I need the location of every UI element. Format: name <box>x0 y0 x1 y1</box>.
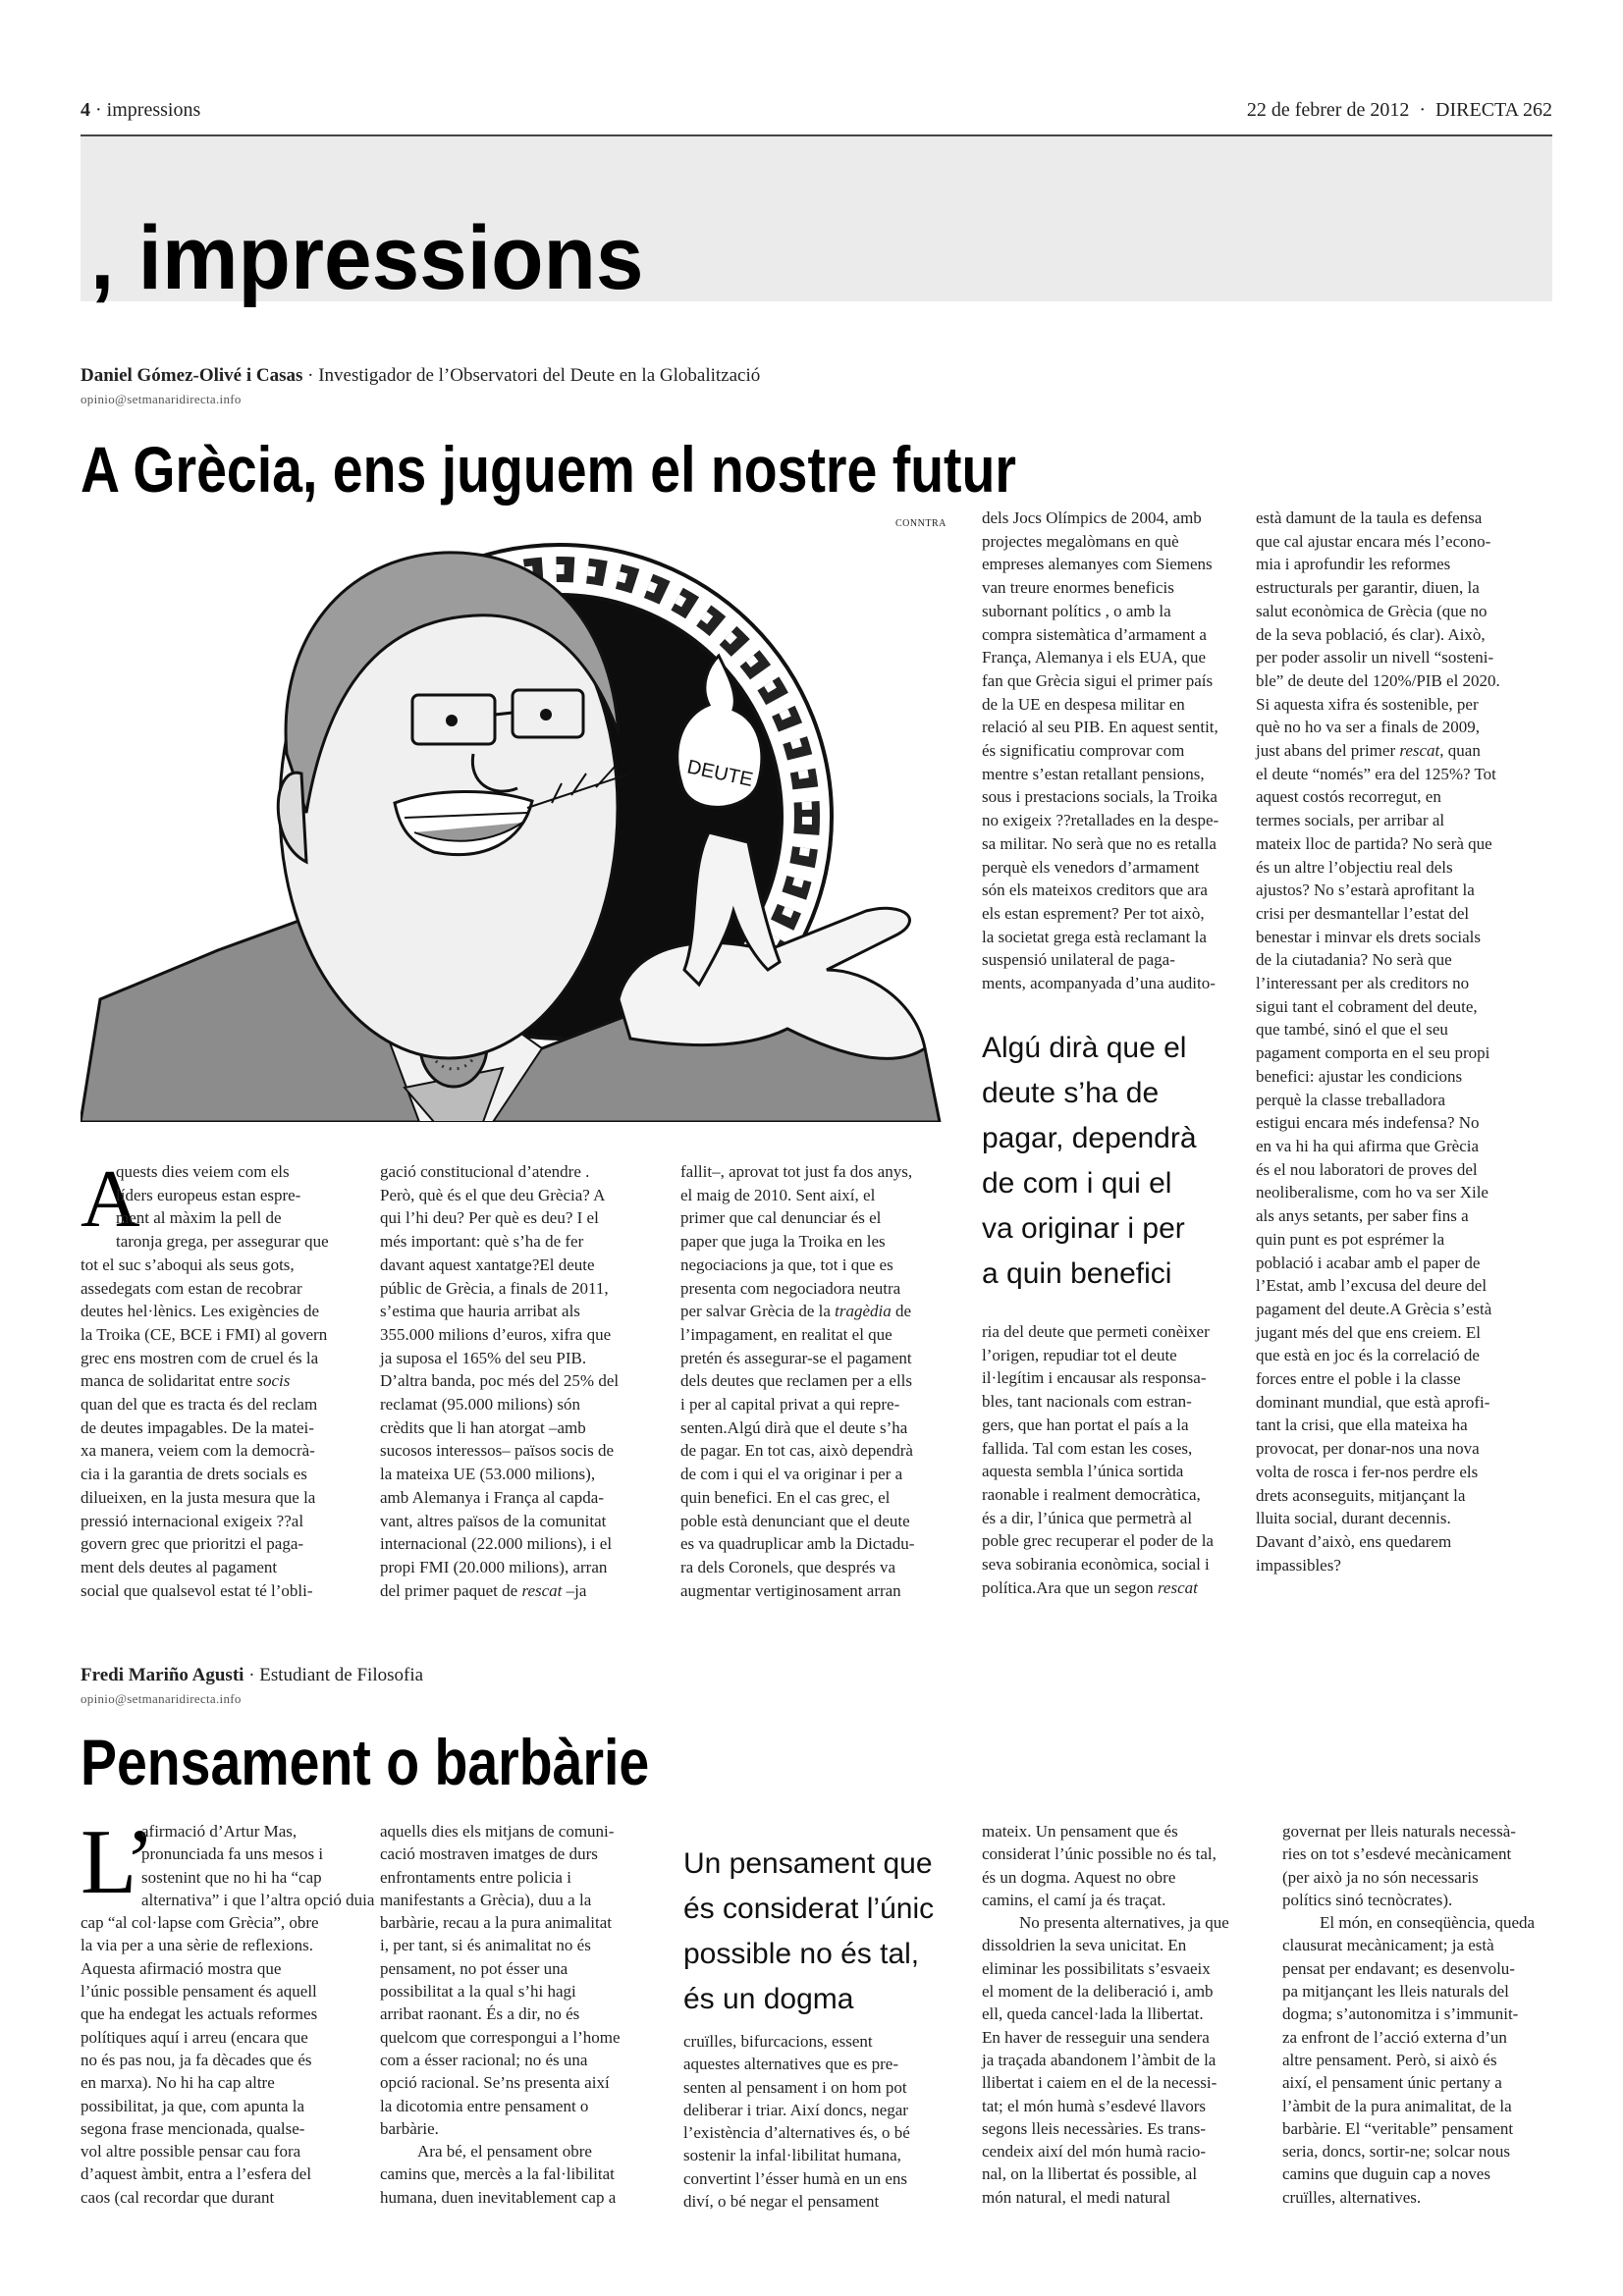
text-line: és un altre l’objectiu real dels <box>1256 857 1453 877</box>
text-line: crèdits que li han atorgat –amb <box>380 1417 586 1437</box>
text-line <box>380 1579 660 1603</box>
text-line: ment dels deutes al pagament <box>81 1557 278 1576</box>
article-2-pull-quote <box>683 1842 968 2022</box>
text-run: política.Ara que un segon <box>982 1577 1158 1597</box>
text-line: llibertat i caiem en el de la necessi- <box>982 2073 1217 2093</box>
text-line: de deutes impagables. De la matei- <box>81 1417 314 1437</box>
text-line: En haver de resseguir una sendera <box>982 2027 1210 2047</box>
text-line: així, el pensament únic pertany a <box>1282 2073 1502 2093</box>
text-line: barbàrie. El “veritable” pensament <box>1282 2118 1514 2138</box>
text-line: perquè els venedors d’armament <box>982 857 1200 877</box>
text-line: perquè la classe treballadora <box>1256 1090 1446 1109</box>
text-line: més important: què s’ha de fer <box>380 1232 584 1252</box>
text-line: polítics sinó tecnòcrates). <box>1282 1890 1453 1909</box>
text-line: que està en joc és la correlació de <box>1256 1346 1480 1365</box>
text-line: presenta com negociadora neutra <box>680 1278 901 1298</box>
text-line: termes socials, per arribar al <box>1256 811 1445 830</box>
text-line: volta de rosca i fer-nos perdre els <box>1256 1462 1479 1481</box>
text-line: nal, on la llibertat és possible, al <box>982 2164 1198 2184</box>
text-line: el moment de la deliberació i, amb <box>982 1982 1214 2002</box>
text-line: taronja grega, per assegurar que <box>116 1232 329 1252</box>
text-line: quin punt es pot esprémer la <box>1256 1229 1445 1249</box>
text-line: França, Alemanya i els EUA, que <box>982 648 1207 667</box>
text-line: ja traçada abandonem l’àmbit de la <box>982 2050 1217 2069</box>
text-line: pa mitjançant les lleis naturals del <box>1282 1982 1509 2002</box>
article-1-byline <box>81 365 760 387</box>
text-line: za enfront de l’acció externa d’un <box>1282 2027 1507 2047</box>
article-1-headline: A Grècia, ens juguem el nostre futur <box>81 433 1016 506</box>
text-run: de <box>891 1302 912 1321</box>
text-line: d’aquest àmbit, entra a l’esfera del <box>81 2164 312 2184</box>
text-line: relació al seu PIB. En aquest sentit, <box>982 718 1218 737</box>
issue-date: 22 de febrer de 2012 <box>1246 99 1410 121</box>
text-line: pagament del deute.A Grècia s’està <box>1256 1299 1492 1318</box>
text-line: govern grec que prioritzi el paga- <box>81 1534 304 1554</box>
text-line: aquest costós recorregut, en <box>1256 787 1441 807</box>
text-line: mia i aprofundir les reformes <box>1256 555 1451 574</box>
text-line: que també, sinó el que el seu <box>1256 1020 1448 1040</box>
text-line: l’existència d’alternatives és, o bé <box>683 2123 910 2143</box>
text-line: és significatiu comprovar com <box>982 741 1185 761</box>
text-line: drets aconseguits, mitjançant la <box>1256 1485 1466 1505</box>
text-line: xa manera, veiem com la democrà- <box>81 1441 315 1461</box>
italic-run: socis <box>256 1371 291 1391</box>
text-line: ra dels Coronels, que després va <box>680 1557 896 1576</box>
author-role: Investigador de l’Observatori del Deute en la Globalització <box>318 365 761 386</box>
italic-run: tragèdia <box>835 1302 892 1321</box>
text-line: cruïlles, bifurcacions, essent <box>683 2032 873 2051</box>
author-name: Daniel Gómez-Olivé i Casas <box>81 365 303 386</box>
text-line: ell, queda cancel·lada la llibertat. <box>982 2004 1204 2024</box>
text-run: just abans del primer <box>1256 741 1400 761</box>
article-1-column-2 <box>380 1160 660 1602</box>
text-line: dels Jocs Olímpics de 2004, amb <box>982 508 1202 527</box>
text-line: internacional (22.000 milions), i el <box>380 1534 613 1554</box>
text-line: qui l’hi deu? Per què es deu? I el <box>380 1208 599 1228</box>
text-line: Davant d’això, ens quedarem <box>1256 1531 1452 1551</box>
text-line: sigui tant el cobrament del deute, <box>1256 996 1478 1016</box>
text-line: pensament, no pot ésser una <box>380 1958 568 1978</box>
text-line: subornant polítics , o amb la <box>982 601 1171 620</box>
text-line: públic de Grècia, a finals de 2011, <box>380 1278 609 1298</box>
text-run: per salvar Grècia de la <box>680 1302 836 1321</box>
text-line <box>1256 739 1550 763</box>
article-1-pull-quote <box>982 1026 1247 1297</box>
text-line: benefici: ajustar les condicions <box>1256 1066 1463 1086</box>
text-line: de la UE en despesa militar en <box>982 694 1185 714</box>
text-line: que cal ajustar encara més l’econo- <box>1256 531 1491 551</box>
caricature-illustration <box>81 538 950 1122</box>
text-line: augmentar vertiginosament arran <box>680 1580 901 1600</box>
text-line: provocat, per donar-nos una nova <box>1256 1439 1480 1459</box>
text-line: governat per lleis naturals necessà- <box>1282 1822 1516 1841</box>
text-run: –ja <box>562 1580 587 1600</box>
text-line: crisi per desmantellar l’estat del <box>1256 903 1470 923</box>
text-line: segona frase mencionada, qualse- <box>81 2118 305 2138</box>
drop-cap: A <box>81 1153 140 1245</box>
text-line: senten al pensament i on hom pot <box>683 2077 907 2097</box>
text-line: barbàrie, recau a la pura animalitat <box>380 1913 612 1933</box>
text-line: ries on tot s’esdevé mecànicament <box>1282 1844 1512 1864</box>
text-line: Un pensament que <box>683 1847 933 1880</box>
illustration-credit: CONNTRA <box>895 518 947 529</box>
text-line: altre pensament. Però, si això és <box>1282 2050 1497 2069</box>
article-1-column-5 <box>1256 507 1550 1576</box>
page-number: 4 <box>81 99 90 121</box>
text-line: és un dogma. Aquest no obre <box>982 1867 1176 1887</box>
text-line: estructurals per garantir, diuen, la <box>1256 578 1480 598</box>
text-line: sa militar. No serà que no es retalla <box>982 833 1217 853</box>
text-line: poble està denunciant que el deute <box>680 1511 910 1530</box>
paragraph-start-line: No presenta alternatives, ja que <box>1019 1913 1229 1933</box>
article-2-column-2 <box>380 1820 665 2209</box>
text-line: clausurat mecànicament; ja està <box>1282 1936 1494 1955</box>
text-line: propi FMI (20.000 milions), arran <box>380 1557 608 1576</box>
article-1-column-4-continued <box>982 1320 1252 1599</box>
text-line: què no ho va ser a finals de 2009, <box>1256 718 1481 737</box>
text-line: Si aquesta xifra és sostenible, per <box>1256 694 1479 714</box>
italic-run: rescat <box>1399 741 1440 761</box>
section-title: , impressions <box>90 208 644 308</box>
text-line: dels deutes que reclamen per a ells <box>680 1371 913 1391</box>
text-line: fan que Grècia sigui el primer país <box>982 670 1214 690</box>
text-line: paper que juga la Troika en les <box>680 1232 886 1252</box>
text-line: impassibles? <box>1256 1555 1341 1575</box>
text-line: en va hi ha qui afirma que Grècia <box>1256 1136 1480 1155</box>
text-line: cendeix així del món humà racio- <box>982 2142 1206 2162</box>
text-line: il·legítim i encausar als responsa- <box>982 1368 1207 1388</box>
text-line: sostenir la infal·libilitat humana, <box>683 2146 901 2165</box>
drop-cap: L’ <box>81 1811 152 1913</box>
text-line: davant aquest xantatge?El deute <box>380 1255 595 1274</box>
text-line: pronunciada fa uns mesos i <box>141 1844 324 1864</box>
header-section: impressions <box>106 99 201 121</box>
byline-separator: · <box>248 1665 255 1685</box>
text-line: aquestes alternatives que es pre- <box>683 2055 899 2074</box>
text-line: l’interessant per als creditors no <box>1256 974 1470 993</box>
italic-run: rescat <box>521 1580 563 1600</box>
text-line: va originar i per <box>982 1212 1185 1245</box>
header-separator: · <box>1419 99 1427 121</box>
article-2-byline <box>81 1665 423 1686</box>
running-header-right <box>1247 99 1552 122</box>
text-line: caos (cal recordar que durant <box>81 2187 275 2207</box>
text-line: pagar, dependrà <box>982 1122 1197 1154</box>
text-line: el deute “només” era del 125%? Tot <box>1256 764 1496 783</box>
text-line: i per al capital privat a qui repre- <box>680 1395 900 1415</box>
text-line: neoliberalisme, com ho va ser Xile <box>1256 1183 1488 1202</box>
text-line: no és pas nou, ja fa dècades que és <box>81 2050 312 2069</box>
text-line: no exigeix ??retallades en la despe- <box>982 811 1219 830</box>
debt-label: DEUTE <box>684 756 755 791</box>
text-run: manca de solidaritat entre <box>81 1371 257 1391</box>
text-line: als anys setants, per saber fins a <box>1256 1206 1469 1226</box>
text-line: de la seva població, és clar). Això, <box>1256 624 1486 644</box>
text-line: (per això ja no són necessaris <box>1282 1867 1479 1887</box>
article-2-column-3 <box>683 2030 968 2213</box>
text-line: lluita social, durant decennis. <box>1256 1509 1451 1528</box>
text-line: són els mateixos creditors que ara <box>982 881 1208 900</box>
text-line: gació constitucional d’atendre . <box>380 1162 590 1181</box>
text-line: afirmació d’Artur Mas, <box>141 1822 298 1841</box>
article-2-headline: Pensament o barbàrie <box>81 1726 650 1798</box>
text-line: població i acabar amb el paper de <box>1256 1253 1481 1272</box>
text-line: deutes hel·lènics. Les exigències de <box>81 1302 320 1321</box>
text-line: el maig de 2010. Sent així, el <box>680 1185 876 1204</box>
text-line: segons lleis necessàries. Es trans- <box>982 2118 1207 2138</box>
text-line <box>982 1576 1252 1600</box>
text-line: considerat l’únic possible no és tal, <box>982 1844 1217 1864</box>
text-line: bles, tant nacionals com estran- <box>982 1392 1192 1412</box>
text-line: camins, el camí ja és traçat. <box>982 1890 1166 1909</box>
text-line: compra sistemàtica d’armament a <box>982 624 1207 644</box>
text-line: salut econòmica de Grècia (que no <box>1256 601 1488 620</box>
text-line: opció racional. Se’ns presenta així <box>380 2073 610 2093</box>
text-line: la via per a una sèrie de reflexions. <box>81 1936 313 1955</box>
text-line: quests dies veiem com els <box>116 1162 290 1181</box>
text-line: en marxa). No hi ha cap altre <box>81 2073 275 2093</box>
text-line: convertint l’ésser humà en un ens <box>683 2168 908 2188</box>
text-line: l’Estat, amb l’excusa del deure del <box>1256 1276 1488 1296</box>
text-line: fallit–, aprovat tot just fa dos anys, <box>680 1162 913 1181</box>
text-line: mateix lloc de partida? No serà que <box>1256 833 1492 853</box>
text-line: mateix. Un pensament que és <box>982 1822 1178 1841</box>
text-line: s’estima que hauria arribat als <box>380 1302 580 1321</box>
text-line: diví, o bé negar el pensament <box>683 2192 880 2212</box>
publication-issue: DIRECTA 262 <box>1435 99 1552 121</box>
text-line: camins que, mercès a la fal·libilitat <box>380 2164 615 2184</box>
article-2-column-4 <box>982 1820 1267 2209</box>
byline-separator: · <box>307 365 314 386</box>
text-line: els estan esprement? Per tot això, <box>982 903 1205 923</box>
text-line: ajustos? No s’estarà aprofitant la <box>1256 881 1475 900</box>
italic-run: rescat <box>1157 1577 1198 1597</box>
text-line: primer que cal denunciar és el <box>680 1208 882 1228</box>
author-email: opinio@setmanaridirecta.info <box>81 1691 242 1706</box>
text-line: enfrontaments entre policia i <box>380 1867 571 1887</box>
text-line: ments, acompanyada d’una audito- <box>982 974 1216 993</box>
text-line: reclamat (95.000 milions) són <box>380 1395 580 1415</box>
paragraph-start-line: El món, en conseqüència, queda <box>1320 1913 1536 1933</box>
text-line: sostenint que no hi ha “cap <box>141 1867 322 1887</box>
author-email: opinio@setmanaridirecta.info <box>81 392 242 406</box>
text-line: l’únic possible pensament és aquell <box>81 1982 317 2002</box>
text-line: seva sobirania econòmica, social i <box>982 1555 1210 1575</box>
text-line: la societat grega està reclamant la <box>982 927 1207 946</box>
text-line: vol altre possible pensar cau fora <box>81 2142 301 2162</box>
text-line: tat; el món humà s’esdevé llavors <box>982 2096 1207 2115</box>
text-line: negociacions ja que, tot i que es <box>680 1255 893 1274</box>
text-line: possible no és tal, <box>683 1938 920 1970</box>
text-line: per poder assolir un nivell “sosteni- <box>1256 648 1494 667</box>
text-line: quin benefici. En el cas grec, el <box>680 1487 891 1507</box>
text-line: forces entre el poble i la classe <box>1256 1369 1461 1389</box>
text-line: possibilitat, ja que, com apunta la <box>81 2096 305 2115</box>
text-line: i, per tant, si és animalitat no és <box>380 1936 591 1955</box>
text-line: 355.000 milions d’euros, xifra que <box>380 1324 612 1344</box>
text-line: Però, què és el que deu Grècia? A <box>380 1185 606 1204</box>
text-line: poble grec recuperar el poder de la <box>982 1531 1214 1551</box>
text-line: està damunt de la taula es defensa <box>1256 508 1483 527</box>
text-line: possibilitat a la qual s’hi hagi <box>380 1982 576 2002</box>
text-line: deliberar i triar. Així doncs, negar <box>683 2100 908 2119</box>
article-1-column-1 <box>81 1153 360 1602</box>
text-line: pressió internacional exigeix ??al <box>81 1511 304 1530</box>
text-line: polítiques aquí i arreu (encara que <box>81 2027 308 2047</box>
header-separator: · <box>95 99 102 121</box>
text-line: quan del que es tracta és del reclam <box>81 1395 318 1415</box>
text-line: es va quadruplicar amb la Dictadu- <box>680 1534 915 1554</box>
text-line <box>680 1300 960 1323</box>
text-line: gers, que han portat el país a la <box>982 1415 1189 1434</box>
text-line: humana, duen inevitablement cap a <box>380 2187 617 2207</box>
article-1-column-4 <box>982 507 1247 995</box>
text-line: pensat per endavant; es desenvolu- <box>1282 1958 1515 1978</box>
text-line: la mateixa UE (53.000 milions), <box>380 1465 596 1484</box>
text-line: pagament comporta en el seu propi <box>1256 1043 1490 1063</box>
article-2-column-1 <box>81 1811 375 2209</box>
text-line: món natural, el medi natural <box>982 2187 1171 2207</box>
text-line: tant la crisi, que ella mateixa ha <box>1256 1415 1468 1435</box>
text-line: benestar i minvar els drets socials <box>1256 927 1481 946</box>
text-line: Aquesta afirmació mostra que <box>81 1958 282 1978</box>
text-run: , quan <box>1439 741 1481 761</box>
author-name: Fredi Mariño Agusti <box>81 1665 244 1685</box>
text-line: que ha endegat les actuals reformes <box>81 2004 318 2024</box>
text-line <box>81 1369 360 1393</box>
text-line: de pagar. En tot cas, això dependrà <box>680 1441 913 1461</box>
text-line: ria del deute que permeti conèixer <box>982 1322 1210 1341</box>
text-line: dogma; s’autonomitza i s’immunit- <box>1282 2004 1519 2024</box>
text-line: de com i qui el va originar i per a <box>680 1465 903 1484</box>
text-line: quelcom que correspongui a l’home <box>380 2027 621 2047</box>
text-line: la Troika (CE, BCE i FMI) al govern <box>81 1324 328 1344</box>
text-line: de com i qui el <box>982 1167 1172 1200</box>
text-line: és un dogma <box>683 1983 854 2015</box>
text-line: l’origen, repudiar tot el deute <box>982 1345 1177 1364</box>
text-line: arribat raonant. És a dir, no és <box>380 2004 580 2024</box>
article-1-column-3 <box>680 1160 960 1602</box>
text-line: jugant més del que ens creiem. El <box>1256 1322 1481 1342</box>
text-line: amb Alemanya i França al capda- <box>380 1487 604 1507</box>
text-line: de la ciutadania? No serà que <box>1256 950 1452 970</box>
text-line: social que qualsevol estat té l’obli- <box>81 1580 313 1600</box>
text-line: alternativa” i que l’altra opció duia <box>141 1890 375 1909</box>
text-line: vant, altres països de la comunitat <box>380 1511 607 1530</box>
running-header-left <box>81 99 200 122</box>
text-line: suspensió unilateral de paga- <box>982 950 1175 970</box>
text-line: camins que duguin cap a noves <box>1282 2164 1490 2184</box>
text-line: sous i prestacions socials, la Troika <box>982 787 1217 807</box>
text-line: ja suposa el 165% del seu PIB. <box>380 1348 587 1367</box>
text-line: senten.Algú dirà que el deute s’ha <box>680 1417 908 1437</box>
text-line: dissoldrien la seva unicitat. En <box>982 1936 1187 1955</box>
text-line: estigui encara més indefensa? No <box>1256 1113 1480 1133</box>
text-line: la dicotomia entre pensament o <box>380 2096 589 2115</box>
text-line: l’impagament, en realitat el que <box>680 1324 893 1344</box>
text-line: fallida. Tal com estan les coses, <box>982 1438 1193 1458</box>
text-line: deute s’ha de <box>982 1077 1160 1109</box>
text-line: barbàrie. <box>380 2118 439 2138</box>
text-line: l’àmbit de la pura animalitat, de la <box>1282 2096 1512 2115</box>
text-line: cruïlles, alternatives. <box>1282 2187 1422 2207</box>
text-line: van treure enormes beneficis <box>982 578 1174 598</box>
text-line: cia i la garantia de drets socials es <box>81 1465 307 1484</box>
text-line: manifestants a Grècia), duu a la <box>380 1890 592 1909</box>
paragraph-start-line: Ara bé, el pensament obre <box>417 2142 592 2162</box>
text-line: eliminar les possibilitats s’esvaeix <box>982 1958 1211 1978</box>
text-line: D’altra banda, poc més del 25% del <box>380 1371 620 1391</box>
text-line: raonable i realment democràtica, <box>982 1484 1201 1504</box>
text-line: dominant mundial, que està aprofi- <box>1256 1392 1490 1412</box>
text-line: ment al màxim la pell de <box>116 1208 282 1228</box>
text-line: cap “al col·lapse com Grècia”, obre <box>81 1913 319 1933</box>
text-run: del primer paquet de <box>380 1580 522 1600</box>
article-2-column-5 <box>1282 1820 1557 2209</box>
text-line: seria, doncs, sortir-ne; solcar nous <box>1282 2142 1510 2162</box>
text-line: ble” de deute del 120%/PIB el 2020. <box>1256 670 1500 690</box>
text-line: projectes megalòmans en què <box>982 531 1179 551</box>
text-line: és el nou laboratori de proves del <box>1256 1159 1478 1179</box>
text-line: empreses alemanyes com Siemens <box>982 555 1213 574</box>
text-line: pretén és assegurar-se el pagament <box>680 1348 912 1367</box>
text-line: com a ésser racional; no és una <box>380 2050 588 2069</box>
text-line: grec ens mostren com de cruel és la <box>81 1348 319 1367</box>
text-line: Algú dirà que el <box>982 1032 1187 1064</box>
text-line: sucosos interessos– països socis de <box>380 1441 614 1461</box>
text-line: és a dir, l’única que permetrà al <box>982 1508 1193 1527</box>
text-line: líders europeus estan espre- <box>116 1185 301 1204</box>
text-line: assedegats com estan de recobrar <box>81 1278 302 1298</box>
text-line: aquesta sembla l’única sortida <box>982 1462 1184 1481</box>
author-role: Estudiant de Filosofia <box>259 1665 424 1685</box>
text-line: dilueixen, en la justa mesura que la <box>81 1487 316 1507</box>
text-line: aquells dies els mitjans de comuni- <box>380 1822 615 1841</box>
text-line: tot el suc s’aboqui als seus gots, <box>81 1255 295 1274</box>
text-line: és considerat l’únic <box>683 1893 935 1925</box>
text-line: a quin benefici <box>982 1257 1172 1290</box>
text-line: cació mostraven imatges de durs <box>380 1844 598 1864</box>
text-line: mentre s’estan retallant pensions, <box>982 764 1205 783</box>
